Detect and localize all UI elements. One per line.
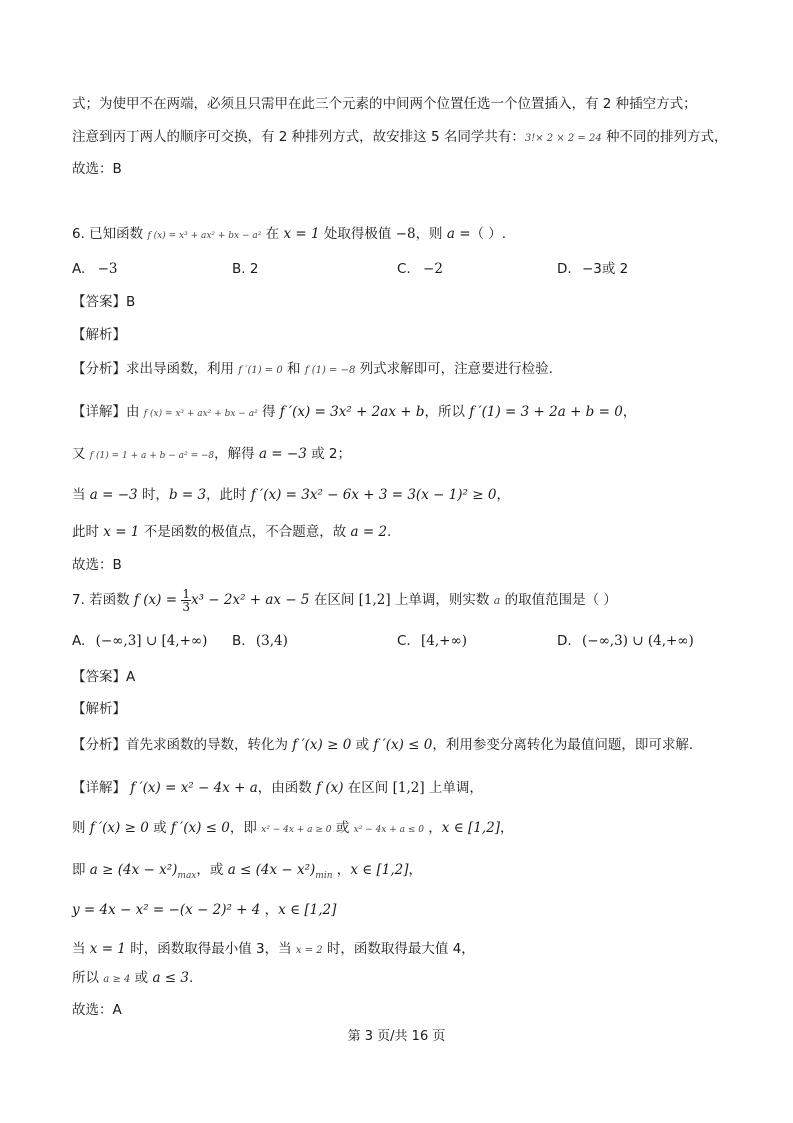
q7-answer: 【答案】A: [72, 669, 136, 685]
q7-detail-6: 所以 a ≥ 4 或 a ≤ 3.: [72, 970, 194, 986]
q7-select: 故选：A: [72, 1002, 122, 1018]
q6-option-b: B. 2: [232, 261, 259, 277]
question-7-stem: 7. 若函数 f (x) = $\frac{1}{3}$ x³ − 2x² + ax − 5 在区间 [1,2] 上单调，则实数 a 的取值范围是（ ）: [72, 586, 617, 614]
q6-answer: 【答案】B: [72, 294, 136, 310]
q7-detail-5: 当 x = 1 时，函数取得最小值 3，当 x = 2 时，函数取得最大值 4，: [72, 941, 475, 957]
question-6-stem: 6. 已知函数 f (x) = x³ + ax² + bx − a² 在 x = 1 处取得极值 −8，则 a =（ ）.: [72, 226, 507, 242]
q6-option-d: D. −3或 2: [557, 261, 629, 277]
text-line: 注意到丙丁两人的顺序可交换，有 2 种排列方式，故安排这 5 名同学共有：3!× 2 × 2 = 24 种不同的排列方式，: [72, 129, 728, 145]
q7-analysis-title: 【解析】: [72, 701, 126, 717]
q7-option-d: D. (−∞,3) ∪ (4,+∞): [557, 633, 694, 649]
q7-fenxi: 【分析】首先求函数的导数，转化为 f ′(x) ≥ 0 或 f ′(x) ≤ 0，利用参变分离转化为最值问题，即可求解.: [72, 737, 694, 753]
q6-option-c: C. −2: [397, 261, 443, 277]
q6-select: 故选：B: [72, 557, 122, 573]
q6-fenxi: 【分析】求出导函数，利用 f ′(1) = 0 和 f (1) = −8 列式求解即可，注意要进行检验.: [72, 361, 553, 377]
text-line: 故选：B: [72, 161, 122, 177]
q6-detail-3: 当 a = −3 时，b = 3，此时 f ′(x) = 3x² − 6x + 3 = 3(x − 1)² ≥ 0，: [72, 487, 510, 503]
q7-detail-4: y = 4x − x² = −(x − 2)² + 4 ，x ∈ [1,2]: [72, 902, 337, 918]
q7-option-a: A. (−∞,3] ∪ [4,+∞): [72, 633, 208, 649]
q7-detail: 【详解】 f ′(x) = x² − 4x + a，由函数 f (x) 在区间 [1,2] 上单调，: [72, 780, 483, 796]
q6-option-a: A. −3: [72, 261, 118, 277]
q7-detail-3: 即 $a \ge (4x - x^2)_{max}$，或 $a \le (4x - x^2)_{min}$ ，x ∈ [1,2]，: [72, 862, 423, 881]
q6-detail: 【详解】由 f (x) = x³ + ax² + bx − a² 得 f ′(x) = 3x² + 2ax + b，所以 f ′(1) = 3 + 2a + b = 0，: [72, 404, 637, 420]
q6-analysis-title: 【解析】: [72, 327, 126, 343]
q6-detail-2: 又 f (1) = 1 + a + b − a² = −8，解得 a = −3 或 2；: [72, 446, 351, 462]
q7-option-b: B. (3,4): [232, 633, 288, 649]
fraction: $\frac{1}{3}$: [182, 586, 190, 614]
text-line: 式；为使甲不在两端，必须且只需甲在此三个元素的中间两个位置任选一个位置插入，有 2 种插空方式；: [72, 96, 697, 112]
page-footer: 第 3 页/共 16 页: [347, 1029, 446, 1044]
q7-detail-2: 则 f ′(x) ≥ 0 或 f ′(x) ≤ 0，即 x² − 4x + a ≥ 0 或 x² − 4x + a ≤ 0 ，x ∈ [1,2]，: [72, 820, 514, 836]
q6-detail-4: 此时 x = 1 不是函数的极值点，不合题意，故 a = 2.: [72, 524, 392, 540]
q7-option-c: C. [4,+∞): [397, 633, 467, 649]
